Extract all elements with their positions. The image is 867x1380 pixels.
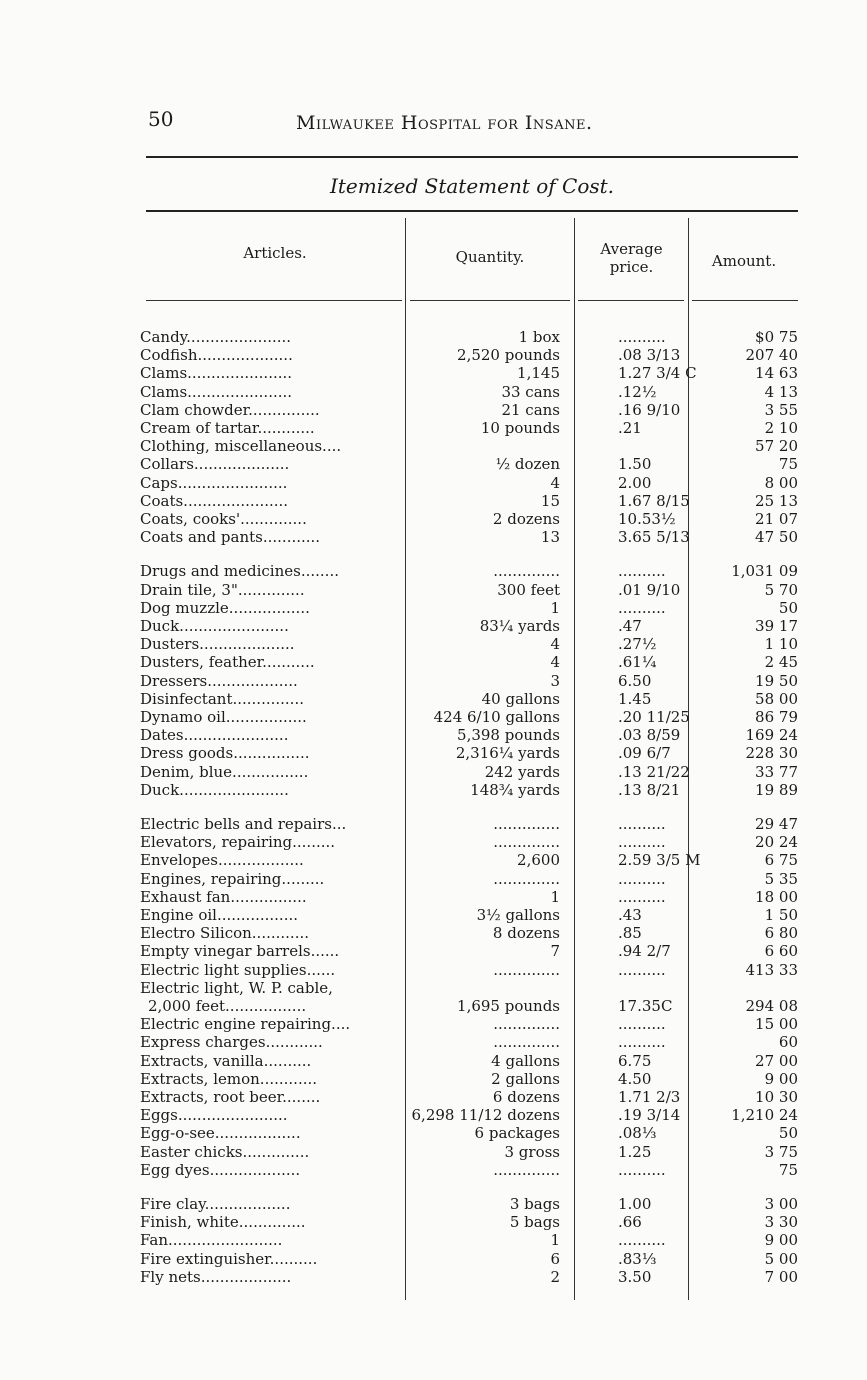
row-quantity: 424 6/10 gallons [433,708,560,726]
row-price: .......... [618,887,666,906]
col-header-price-line2: price. [609,258,654,276]
row-amount: 228 30 [745,744,798,763]
row-quantity: 83¼ yards [479,617,560,635]
row-price: .03 8/59 [618,726,681,745]
table-row [0,1015,867,1033]
row-price: 17.35C [618,997,673,1015]
row-amount: 50 [778,1124,798,1143]
row-amount: 3 75 [764,1142,798,1161]
row-price: 3.65 5/13 [618,528,690,547]
row-quantity: 2,520 pounds [457,346,560,365]
row-price: .43 [618,906,642,924]
table-row [0,1088,867,1106]
row-quantity: .............. [493,869,560,888]
row-price: .16 9/10 [618,400,681,419]
row-price: .08 3/13 [618,346,681,365]
row-article: Caps....................... [140,473,288,492]
table-row [0,328,867,346]
row-amount: 14 63 [755,364,798,383]
row-quantity: 15 [540,491,560,510]
row-price: 10.53½ [618,510,676,528]
row-quantity: 1 [550,887,560,906]
table-row [0,961,867,979]
row-price: .27½ [618,635,657,654]
table-row [0,888,867,906]
table-row [0,997,867,1015]
row-amount: 75 [778,1160,798,1179]
row-amount: 2 45 [764,653,798,672]
row-quantity: 2,600 [517,851,560,870]
table-row [0,1161,867,1179]
row-price: .20 11/25 [618,708,690,726]
row-price: 6.50 [618,671,652,690]
row-article: Clam chowder............... [140,400,320,419]
row-price: .08⅓ [618,1124,657,1143]
table-row [0,383,867,401]
row-amount: 21 07 [755,510,798,528]
table-row [0,1143,867,1161]
row-amount: 5 35 [764,869,798,888]
col-header-price [575,240,688,276]
row-article: Extracts, root beer........ [140,1088,321,1106]
row-quantity: 40 gallons [481,689,560,708]
row-quantity: 242 yards [484,762,560,781]
table-row [0,690,867,708]
row-article: Coats and pants............ [140,528,321,547]
table-row [0,833,867,851]
row-amount: 60 [778,1033,798,1052]
table-row [0,1231,867,1249]
col-header-quantity: Quantity. [455,248,525,266]
row-amount: 33 77 [755,762,798,781]
table-row [0,851,867,869]
row-price: .19 3/14 [618,1106,681,1125]
table-row [0,510,867,528]
row-amount: 19 89 [755,780,798,799]
row-price: .......... [618,562,666,581]
row-amount: 2 10 [764,419,798,437]
table-row [0,474,867,492]
row-article: Dates...................... [140,726,289,745]
row-price: .85 [618,924,642,943]
row-article: Candy...................... [140,328,292,346]
row-article: Extracts, vanilla.......... [140,1051,312,1070]
table-row [0,672,867,690]
row-quantity: .............. [493,815,560,833]
row-amount: 10 30 [755,1088,798,1106]
row-price: 3.50 [618,1267,652,1286]
row-amount: 29 47 [755,815,798,833]
row-amount: 57 20 [755,437,798,456]
row-article: Electric engine repairing.... [140,1015,351,1034]
row-amount: 15 00 [755,1015,798,1034]
table-row [0,455,867,473]
row-amount: 75 [778,455,798,474]
row-article: Fan........................ [140,1231,283,1250]
row-article: Disinfectant............... [140,689,304,708]
page-number: 50 [148,107,174,131]
row-article: Electro Silicon............ [140,924,309,943]
header-underline [578,300,684,301]
row-amount: 294 08 [745,997,798,1015]
row-article: Coats...................... [140,491,289,510]
row-price: 1.45 [618,689,652,708]
table-row [0,781,867,799]
row-quantity: 21 cans [501,400,560,419]
table-row [0,401,867,419]
row-article: Eggs....................... [140,1106,288,1125]
row-amount: 6 75 [764,851,798,870]
row-quantity: 4 [550,653,560,672]
row-amount: 1 10 [764,635,798,654]
row-quantity: 4 [550,635,560,654]
table-row [0,763,867,781]
row-price: .83⅓ [618,1249,657,1268]
row-amount: 4 13 [764,382,798,401]
row-quantity: 6,298 11/12 dozens [411,1106,560,1125]
row-article: Express charges............ [140,1033,323,1052]
row-article: Dressers................... [140,671,298,690]
row-amount: 3 55 [764,400,798,419]
row-amount: 5 70 [764,580,798,599]
row-amount: 1,031 09 [731,562,798,581]
row-price: 6.75 [618,1051,652,1070]
row-price: .......... [618,328,666,346]
row-quantity: 1,695 pounds [457,997,560,1015]
row-quantity: 6 [550,1249,560,1268]
row-price: .......... [618,869,666,888]
table-row [0,437,867,455]
row-article: Dusters.................... [140,635,295,654]
row-article: Envelopes.................. [140,851,304,870]
row-article: Engines, repairing......... [140,869,325,888]
row-price: 2.00 [618,473,652,492]
table-row [0,906,867,924]
row-article: Fire clay.................. [140,1195,291,1213]
row-price: .......... [618,1033,666,1052]
row-amount: 5 00 [764,1249,798,1268]
row-quantity: 1 [550,1231,560,1250]
row-quantity: .............. [493,562,560,581]
row-article: Dress goods................ [140,744,310,763]
row-amount: 3 30 [764,1213,798,1232]
row-quantity: 2 dozens [492,510,560,528]
row-amount: 9 00 [764,1231,798,1250]
row-article: Egg-o-see.................. [140,1124,301,1143]
row-amount: 8 00 [764,473,798,492]
table-row [0,617,867,635]
row-article: Dynamo oil................. [140,708,307,726]
row-amount: 169 24 [745,726,798,745]
table-row [0,979,867,997]
row-quantity: 2 [550,1267,560,1286]
row-article: Electric bells and repairs... [140,815,347,833]
row-article: Dog muzzle................. [140,598,310,617]
row-quantity: 1 box [518,328,560,346]
row-price: .13 21/22 [618,762,690,781]
row-price: 1.27 3/4 C [618,364,697,383]
row-price: .......... [618,1015,666,1034]
table-row [0,581,867,599]
table-row [0,1052,867,1070]
table-row [0,562,867,580]
col-header-price-line1: Average [600,240,663,258]
table-row [0,1124,867,1142]
subtitle-rule [146,210,798,212]
col-header-amount: Amount. [711,252,777,270]
row-amount: 47 50 [755,528,798,547]
row-price: 1.00 [618,1195,652,1213]
row-price: .13 8/21 [618,780,681,799]
row-article: Empty vinegar barrels...... [140,942,340,961]
row-quantity: 4 [550,473,560,492]
row-price: .......... [618,833,666,852]
row-quantity: 148¾ yards [470,780,560,799]
row-amount: 6 60 [764,942,798,961]
row-article: Electric light, W. P. cable, [140,978,333,997]
table-row [0,744,867,762]
row-price: .47 [618,617,642,635]
row-article: Duck....................... [140,617,289,635]
row-amount: 18 00 [755,887,798,906]
table-row [0,1106,867,1124]
row-amount: $0 75 [755,328,798,346]
row-quantity: 3 bags [509,1195,560,1213]
table-row [0,1268,867,1286]
table-row [0,1213,867,1231]
row-quantity: .............. [493,1015,560,1034]
row-article: Cream of tartar............ [140,419,315,437]
row-article: 2,000 feet................. [148,997,307,1015]
row-quantity: 6 dozens [492,1088,560,1106]
row-quantity: 3 gross [504,1142,560,1161]
row-amount: 19 50 [755,671,798,690]
row-quantity: 6 packages [474,1124,560,1143]
row-price: .66 [618,1213,642,1232]
row-price: .......... [618,1231,666,1250]
table-subtitle: Itemized Statement of Cost. [329,174,615,198]
row-price: .61¼ [618,653,657,672]
row-amount: 6 80 [764,924,798,943]
table-row [0,1070,867,1088]
row-price: .09 6/7 [618,744,671,763]
row-quantity: 300 feet [497,580,560,599]
row-price: 1.50 [618,455,652,474]
table-row [0,1195,867,1213]
table-row [0,492,867,510]
row-quantity: .............. [493,833,560,852]
row-article: Clams...................... [140,364,293,383]
table-row [0,1250,867,1268]
row-article: Egg dyes................... [140,1160,301,1179]
row-article: Coats, cooks'.............. [140,510,307,528]
row-price: .......... [618,1160,666,1179]
row-quantity: 1 [550,598,560,617]
row-article: Clams...................... [140,382,293,401]
row-article: Collars.................... [140,455,290,474]
row-amount: 3 00 [764,1195,798,1213]
table-row [0,528,867,546]
table-row [0,815,867,833]
row-amount: 86 79 [755,708,798,726]
table-row [0,708,867,726]
col-header-articles: Articles. [243,244,307,262]
row-article: Drugs and medicines........ [140,562,339,581]
row-amount: 1 50 [764,906,798,924]
table-row [0,870,867,888]
row-quantity: 3 [550,671,560,690]
row-amount: 413 33 [745,960,798,979]
row-amount: 25 13 [755,491,798,510]
table-row [0,924,867,942]
row-price: .......... [618,815,666,833]
row-price: .21 [618,419,642,437]
row-article: Engine oil................. [140,906,298,924]
row-quantity: 5 bags [509,1213,560,1232]
row-quantity: .............. [493,960,560,979]
row-quantity: 3½ gallons [476,906,560,924]
header-underline [692,300,798,301]
header-underline [146,300,402,301]
row-quantity: 5,398 pounds [457,726,560,745]
row-article: Electric light supplies...... [140,960,336,979]
row-article: Fire extinguisher.......... [140,1249,318,1268]
row-price: .01 9/10 [618,580,681,599]
row-price: 1.25 [618,1142,652,1161]
row-article: Elevators, repairing......... [140,833,336,852]
row-quantity: ½ dozen [495,455,560,474]
row-price: 4.50 [618,1069,652,1088]
row-price: .12½ [618,382,657,401]
row-quantity: 13 [540,528,560,547]
row-amount: 58 00 [755,689,798,708]
row-amount: 20 24 [755,833,798,852]
table-row [0,635,867,653]
table-row [0,942,867,960]
row-price: .......... [618,598,666,617]
row-price: 2.59 3/5 M [618,851,701,870]
row-amount: 9 00 [764,1069,798,1088]
row-quantity: 1,145 [517,364,560,383]
row-article: Exhaust fan................ [140,887,307,906]
table-row [0,726,867,744]
row-amount: 7 00 [764,1267,798,1286]
row-article: Fly nets................... [140,1267,292,1286]
row-price: .......... [618,960,666,979]
row-price: .94 2/7 [618,942,671,961]
row-amount: 50 [778,598,798,617]
row-amount: 27 00 [755,1051,798,1070]
row-quantity: 7 [550,942,560,961]
row-amount: 39 17 [755,617,798,635]
table-row [0,419,867,437]
table-row [0,1033,867,1051]
table-row [0,364,867,382]
row-price: 1.67 8/15 [618,491,690,510]
row-article: Codfish.................... [140,346,293,365]
table-row [0,599,867,617]
page-title: Milwaukee Hospital for Insane. [296,112,593,134]
row-quantity: 2 gallons [491,1069,560,1088]
row-quantity: 2,316¼ yards [455,744,560,763]
row-quantity: 4 gallons [491,1051,560,1070]
table-row [0,346,867,364]
row-article: Duck....................... [140,780,289,799]
row-amount: 1,210 24 [731,1106,798,1125]
top-rule [146,156,798,158]
row-amount: 207 40 [745,346,798,365]
row-quantity: 8 dozens [492,924,560,943]
row-article: Denim, blue................ [140,762,309,781]
row-quantity: 33 cans [501,382,560,401]
row-article: Drain tile, 3".............. [140,580,305,599]
header-underline [410,300,570,301]
row-article: Finish, white.............. [140,1213,306,1232]
row-quantity: .............. [493,1160,560,1179]
row-quantity: 10 pounds [480,419,560,437]
row-article: Easter chicks.............. [140,1142,310,1161]
row-article: Clothing, miscellaneous.... [140,437,342,456]
row-article: Extracts, lemon............ [140,1069,318,1088]
row-price: 1.71 2/3 [618,1088,681,1106]
row-article: Dusters, feather........... [140,653,315,672]
table-row [0,653,867,671]
row-quantity: .............. [493,1033,560,1052]
